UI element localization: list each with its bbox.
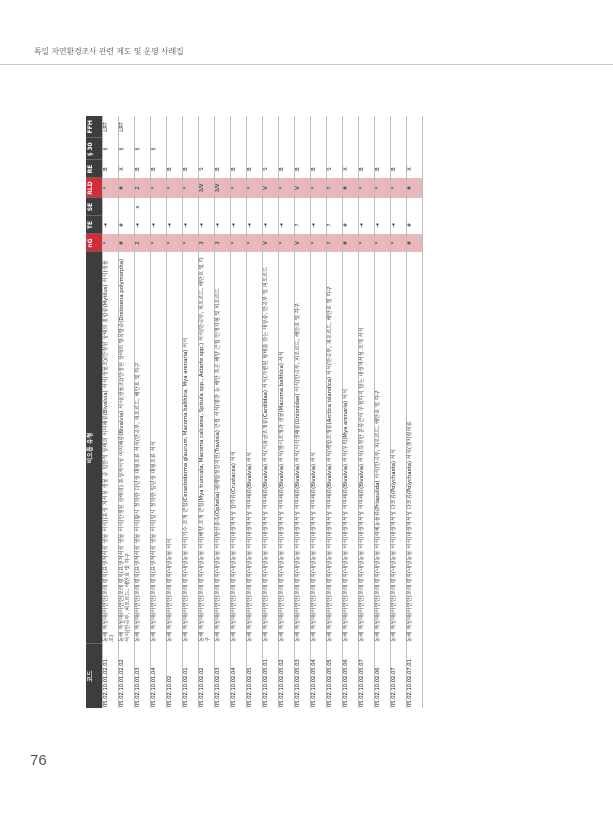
table-cell-re: S: [326, 160, 342, 178]
table-cell-rld: V: [262, 178, 278, 198]
table-cell-s30: §: [134, 138, 150, 160]
table-cell-ng: *: [150, 234, 166, 252]
table-cell-rld: 3/V: [198, 178, 214, 198]
table-cell-type: 동해 저성대(아연안)모래 평지(내생동물 서식(기수 조개 군집(Cerastoderma glaucum, Macoma balthica, Mya arenaria) 서식: [182, 252, 198, 644]
table-cell-te: ➔: [166, 216, 182, 234]
table-cell-te: ➔: [374, 216, 390, 234]
table-cell-rld: *: [230, 178, 246, 198]
table-cell-type: 동해 저성대(아연안)모래 평지(내생동물 서식(내생저서성 이미패류(Bivalvia) 서식(특정한 분류군이 우점하지 않는 내생저서성 조개 서식: [358, 252, 374, 644]
table-cell-se: [150, 198, 166, 216]
table-cell-code: 05.02.10.02.07: [390, 644, 406, 708]
table-cell-type: 동해 저성대(아연안)모래 평지(표생저서성 생물 서식(활시 정착한 다년생 대형조류 서식(만곡부, 피오르드, 해안호 및 하구: [134, 252, 150, 644]
table-cell-se: [214, 198, 230, 216]
table-cell-re: B: [150, 160, 166, 178]
table-cell-ffh: [310, 116, 326, 138]
table-cell-s30: [246, 138, 262, 160]
table-cell-s30: [166, 138, 182, 160]
table-cell-re: X: [342, 160, 358, 178]
table-cell-code: 05.02.10.02.05.04: [310, 644, 326, 708]
table-cell-rld: ?: [326, 178, 342, 198]
table-cell-rld: #: [406, 178, 422, 198]
table-row: [310, 116, 326, 708]
table-cell-code: 05.02.10.01.02.02: [118, 644, 134, 708]
table-cell-s30: [342, 138, 358, 160]
table-cell-re: B: [310, 160, 326, 178]
table-cell-ng: *: [166, 234, 182, 252]
col-header-ffh: FFH: [86, 116, 102, 138]
table-cell-ffh: [214, 116, 230, 138]
table-cell-se: [326, 198, 342, 216]
table-cell-re: B: [390, 160, 406, 178]
table-cell-re: B: [246, 160, 262, 178]
table-row: [262, 116, 278, 708]
header-divider: [0, 64, 613, 65]
table-cell-code: 05.02.10.02.05.01: [262, 644, 278, 708]
table-cell-code: 05.02.10.02.05.06: [342, 644, 358, 708]
table-cell-s30: [310, 138, 326, 160]
table-cell-s30: [374, 138, 390, 160]
table-cell-code: 05.02.10.02.05.07: [358, 644, 374, 708]
table-cell-ng: *: [102, 234, 118, 252]
table-cell-re: B: [358, 160, 374, 178]
table-cell-s30: [390, 138, 406, 160]
table-cell-ffh: [246, 116, 262, 138]
table-cell-rld: *: [246, 178, 262, 198]
table-cell-se: x: [134, 198, 150, 216]
table-cell-rld: *: [374, 178, 390, 198]
table-cell-code: 05.02.10.02.02: [198, 644, 214, 708]
table-cell-te: ➔: [150, 216, 166, 234]
table-cell-ng: #: [342, 234, 358, 252]
table-cell-te: ➔: [358, 216, 374, 234]
col-header-type: 비오톱 유형: [86, 252, 102, 644]
table-cell-te: ➔: [310, 216, 326, 234]
table-cell-ffh: [134, 116, 150, 138]
col-header-ng: nG: [86, 234, 102, 252]
table-cell-type: 동해 저성대(아연안)모래 평지(내생동물 서식(내생저서성 이미패류(Bivalvia) 서식(발시조개과 생물(Macoma balthica) 서식: [278, 252, 294, 644]
table-cell-te: ➔: [262, 216, 278, 234]
table-cell-se: [182, 198, 198, 216]
table-cell-code: 05.02.10.02.05.02: [278, 644, 294, 708]
table-cell-type: 동해 저성대(아연안)모래 평지(내생동물 서식(해양 조개 군집(Mya truncata, Macoma calcarea, Spisula spp., Astarte spp.) 서식(만곡부, 피오르드, 해안호 및 하구: [198, 252, 214, 644]
table-cell-ng: *: [390, 234, 406, 252]
table-cell-rld: *: [166, 178, 182, 198]
table-cell-s30: [214, 138, 230, 160]
table-row: [326, 116, 342, 708]
table-cell-code: 05.02.10.02.07.01: [406, 644, 422, 708]
table-cell-type: 동해 저성대(아연안)모래 평지(내생동물 서식(내생저서성 다모류(Polychaeta) 서식(갯지렁이류: [406, 252, 422, 644]
table-cell-ffh: [150, 116, 166, 138]
table-cell-ffh: [390, 116, 406, 138]
table-row: [390, 116, 406, 708]
table-cell-type: 동해 저성대(아연안)모래 평지(내생동물 서식(내생저서성 이미패류(Bivalvia) 서식(백합조개류(Arctica islandica) 서식(만곡부, 피오르드, 해안호 및 하구: [326, 252, 342, 644]
table-row: [342, 116, 358, 708]
table-cell-re: S: [262, 160, 278, 178]
table-cell-s30: §: [102, 138, 118, 160]
table-cell-ng: *: [246, 234, 262, 252]
table-row: [198, 116, 214, 708]
table-cell-s30: §: [118, 138, 134, 160]
table-cell-s30: [278, 138, 294, 160]
table-cell-te: ?: [326, 216, 342, 234]
table-cell-type: 동해 저성대(아연안)모래 평지(내생동물 서식(내생저서성 이미패류(Bivalvia) 서식(식용굴조개류(Cardiidae) 서식(가변된 형태를 갖는 대상종, 만곡부 및 피오르드: [262, 252, 278, 644]
page-number: 76: [30, 752, 47, 769]
table-cell-se: [118, 198, 134, 216]
table-row: [118, 116, 134, 708]
table-cell-ng: *: [278, 234, 294, 252]
table-row: [150, 116, 166, 708]
col-header-se: SE: [86, 198, 102, 216]
table-cell-rld: #: [118, 178, 134, 198]
table-cell-te: ➔: [214, 216, 230, 234]
table-cell-code: 05.02.10.02: [166, 644, 182, 708]
table-row: [134, 116, 150, 708]
table-cell-re: B: [374, 160, 390, 178]
table-cell-se: [390, 198, 406, 216]
table-cell-ng: #: [406, 234, 422, 252]
table-cell-ffh: [198, 116, 214, 138]
table-cell-code: 05.02.10.02.05: [246, 644, 262, 708]
table-cell-te: ?: [294, 216, 310, 234]
table-row: [166, 116, 182, 708]
table-cell-type: 동해 저성대(아연안)모래 평지(표생저서성 생물 서식(일시 정착한 일년생 대형조류 서식: [150, 252, 166, 644]
table-header-row: [86, 116, 102, 708]
table-cell-ng: *: [182, 234, 198, 252]
table-cell-se: [358, 198, 374, 216]
table-cell-te: #: [342, 216, 358, 234]
table-row: [214, 116, 230, 708]
table-cell-s30: [358, 138, 374, 160]
table-cell-type: 동해 저성대(아연안)모래 평지(내생동물 서식(내생저서성 이미패류(Bivalvia) 서식(식석생패류(Unionidae) 서식(만곡부, 피오르드, 해안호 및 하구: [294, 252, 310, 644]
col-header-te: TE: [86, 216, 102, 234]
table-cell-re: B: [134, 160, 150, 178]
table-cell-rld: *: [278, 178, 294, 198]
col-header-code: 코드: [86, 644, 102, 708]
biotope-table: [86, 116, 423, 708]
table-cell-s30: [182, 138, 198, 160]
table-cell-te: #: [406, 216, 422, 234]
table-cell-s30: [198, 138, 214, 160]
table-cell-type: 동해 저성대(아연안)모래 평지(내생동물 서식: [166, 252, 182, 644]
table-row: [182, 116, 198, 708]
table-cell-type: 동해 저성대(아연안)모래 평지(내생동물 서식(내생저서성 이미패류(Bivalvia) 서식: [310, 252, 326, 644]
table-cell-te: ➔: [182, 216, 198, 234]
table-cell-ng: V: [262, 234, 278, 252]
table-cell-type: 동해 저성대(아연안)모래 평지(내생동물 서식(쌍선충속(Ophelia)·펠레암정강지헌(Travisia) 군집 서식(평찬 등 해안 흑은 해양 근접 안개지형 및 피오르드: [214, 252, 230, 644]
table-cell-rld: *: [358, 178, 374, 198]
table-row: [246, 116, 262, 708]
table-cell-ffh: [294, 116, 310, 138]
col-header-rld: RLD: [86, 178, 102, 198]
table-cell-te: ➔: [390, 216, 406, 234]
table-cell-rld: *: [310, 178, 326, 198]
table-cell-rld: *: [102, 178, 118, 198]
table-cell-ffh: LRT: [102, 116, 118, 138]
table-cell-code: 05.02.10.01.03: [134, 644, 150, 708]
table-cell-te: ➔: [102, 216, 118, 234]
table-cell-s30: §: [150, 138, 166, 160]
table-row: [294, 116, 310, 708]
table-cell-rld: 3/V: [214, 178, 230, 198]
table-cell-code: 05.02.10.02.06: [374, 644, 390, 708]
table-cell-s30: [294, 138, 310, 160]
table-cell-ng: 3: [214, 234, 230, 252]
table-cell-re: X: [118, 160, 134, 178]
table-cell-re: B: [230, 160, 246, 178]
table-cell-ffh: [358, 116, 374, 138]
table-cell-rld: #: [342, 178, 358, 198]
table-cell-ng: *: [374, 234, 390, 252]
table-cell-re: B: [102, 160, 118, 178]
table-cell-te: ➔: [134, 216, 150, 234]
table-cell-se: [310, 198, 326, 216]
table-cell-ng: #: [118, 234, 134, 252]
table-cell-te: ➔: [278, 216, 294, 234]
table-cell-ffh: [326, 116, 342, 138]
table-cell-s30: [230, 138, 246, 160]
table-cell-rld: V: [294, 178, 310, 198]
table-cell-code: 05.02.10.02.05.05: [326, 644, 342, 708]
rotated-table-container: [86, 116, 542, 708]
table-cell-te: ➔: [246, 216, 262, 234]
table-cell-ffh: [230, 116, 246, 138]
table-cell-ffh: [342, 116, 358, 138]
table-cell-s30: [406, 138, 422, 160]
table-cell-ffh: LRT: [118, 116, 134, 138]
table-row: [358, 116, 374, 708]
table-cell-ffh: [374, 116, 390, 138]
table-cell-ffh: [278, 116, 294, 138]
running-title: 독일 자연환경조사 관련 제도 및 운영 사례집: [34, 47, 184, 56]
table-cell-ng: 3: [198, 234, 214, 252]
table-cell-ng: V: [294, 234, 310, 252]
table-cell-type: 동해 저성대(아연안)모래 평지(내생동물 서식(내생저서성 이미패류(Bivalvia) 서식(우럭(Mya arenaria) 서식: [342, 252, 358, 644]
table-cell-code: 05.02.10.02.03: [214, 644, 230, 708]
table-cell-te: ➔: [198, 216, 214, 234]
page-header: [0, 0, 613, 74]
table-body: [102, 116, 422, 708]
table-row: [406, 116, 422, 708]
table-cell-type: 동해 저성대(아연안)모래 평지(표생저서성 생물 서식(안정된 상태의) 표생저서성 이미패류(Bivalvia) 서식(생물조)(안정된 상태의 말목말중(Dreissena polymorpha) 서식(만곡부, 피오르드, 해안호 및 하구: [118, 252, 134, 644]
table-cell-ng: 2: [134, 234, 150, 252]
table-cell-re: B: [278, 160, 294, 178]
table-cell-ng: *: [358, 234, 374, 252]
table-cell-s30: [326, 138, 342, 160]
table-cell-type: 동해 저성대(아연안)모래 평지(내생동물 서식(내생저서성 이미패류(Bivalvia) 서식: [246, 252, 262, 644]
table-cell-ng: ?: [326, 234, 342, 252]
table-cell-se: [374, 198, 390, 216]
col-header-re: RE: [86, 160, 102, 178]
table-cell-re: X: [406, 160, 422, 178]
table-cell-type: 동해 저성대(아연안)모래 평지(표생저서성 생물 서식)(표생 저서성 생물 중 일반적 상태의 이미패류(Bivalvia) 서식(생물조)(안정된 상태의 홍합류(Mytilus) 서식(생물조): [102, 252, 118, 644]
table-cell-s30: [262, 138, 278, 160]
table-cell-se: [230, 198, 246, 216]
table-cell-code: 05.02.10.02.04: [230, 644, 246, 708]
table-cell-se: [166, 198, 182, 216]
table-cell-se: [262, 198, 278, 216]
table-cell-rld: *: [182, 178, 198, 198]
table-cell-code: 05.02.10.02.05.03: [294, 644, 310, 708]
table-row: [102, 116, 118, 708]
table-cell-ng: *: [310, 234, 326, 252]
table-cell-ffh: [262, 116, 278, 138]
table-cell-ffh: [166, 116, 182, 138]
table-cell-te: #: [118, 216, 134, 234]
table-cell-se: [342, 198, 358, 216]
table-cell-rld: 2: [134, 178, 150, 198]
table-cell-code: 05.02.10.01.04: [150, 644, 166, 708]
table-cell-se: [294, 198, 310, 216]
table-cell-re: B: [182, 160, 198, 178]
table-cell-se: [406, 198, 422, 216]
table-cell-type: 동해 저성대(아연안)모래 평지(내생동물 서식(새예동물류(Priapulida) 서식(만곡부, 피오르드, 해안호 및 하구: [374, 252, 390, 644]
table-cell-se: [102, 198, 118, 216]
table-cell-rld: *: [150, 178, 166, 198]
table-cell-se: [246, 198, 262, 216]
table-cell-type: 동해 저성대(아연안)모래 평지(내생동물 서식(내생저서성 다모류(Polychaeta) 서식: [390, 252, 406, 644]
table-cell-ffh: [182, 116, 198, 138]
table-cell-ng: *: [230, 234, 246, 252]
table-cell-re: S: [198, 160, 214, 178]
table-row: [230, 116, 246, 708]
table-row: [278, 116, 294, 708]
table-cell-ffh: [406, 116, 422, 138]
table-cell-te: ➔: [230, 216, 246, 234]
col-header-s30: § 30: [86, 138, 102, 160]
table-cell-rld: *: [390, 178, 406, 198]
table-cell-re: B: [294, 160, 310, 178]
table-cell-re: B: [214, 160, 230, 178]
table-cell-se: [278, 198, 294, 216]
table-cell-code: 05.02.10.02.01: [182, 644, 198, 708]
table-cell-type: 동해 저성대(아연안)모래 평지(내생동물 서식(내생저서성 갑각류(Crustacea) 서식: [230, 252, 246, 644]
table-cell-code: 05.02.10.01.02.01: [102, 644, 118, 708]
table-cell-se: [198, 198, 214, 216]
table-row: [374, 116, 390, 708]
table-cell-re: B: [166, 160, 182, 178]
